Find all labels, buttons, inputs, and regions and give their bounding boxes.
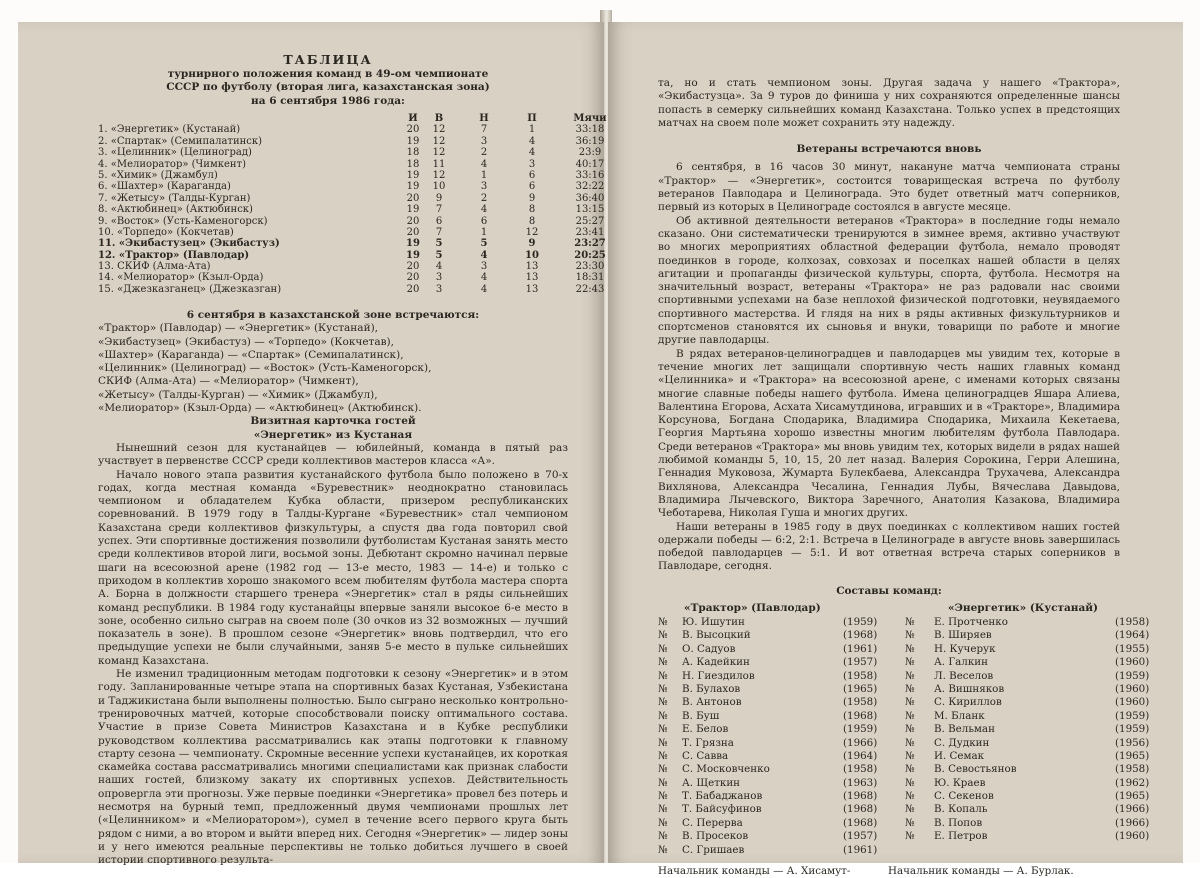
rosters-header	[658, 602, 1120, 616]
right-player-year: (1964)	[1115, 629, 1150, 642]
left-player-year: (1968)	[843, 629, 878, 642]
left-player-name: В. Просеков	[682, 830, 749, 843]
losses-cell: 8	[528, 204, 536, 216]
left-player-name: Ю. Ишутин	[682, 615, 745, 628]
veterans-text	[658, 161, 1120, 573]
right-number-mark: №	[905, 723, 915, 736]
left-player-year: (1968)	[843, 709, 878, 722]
card-paragraph: Не изменил традиционным методам подготовки к сезону «Энергетик» и в этом году. Запланированные четыре этапа на спортивных базах Кустаная, Узбекистана и Таджикистана были выполнены полностью. Было сыграно несколько контрольно-тренировочных матчей, которые способствовали поиску оптимального состава. Участие в призе Совета Министров Казахстана и в Кубке республики руководством коллектива рассматривались как этапы подготовки к главному старту сезона — чемпионату. Скромные весенние успехи кустанайцев, их короткая скамейка состава рассматривались многими специалистами как признак слабости наших гостей, близкому закату их спортивных успехов. Действительность опровергла эти прогнозы. Уже первые поединки «Энергетика» провел без потерь и несмотря на бурный темп, предложенный двумя чемпионами прошлых лет («Целинником» и «Мелиоратором»), сумел в течение всего первого круга быть рядом с ними, а во втором и выйти вперед них. Сегодня «Энергетик» — лидер зоны и у него имеются реальные перспективы не только добиться лучшего в своей истории спортивного результа-	[98, 668, 568, 867]
table-subtitle-2: СССР по футболу (вторая лига, казахстанская зона)	[166, 81, 490, 94]
games-cell: 20	[406, 261, 420, 273]
left-number-mark: №	[658, 830, 668, 843]
wins-cell: 9	[435, 192, 443, 204]
standings-row	[98, 135, 605, 147]
left-player-year: (1957)	[843, 830, 878, 843]
games-cell: 20	[406, 272, 420, 284]
left-player-name: Т. Грязна	[682, 736, 734, 749]
roster-row	[658, 736, 1150, 750]
left-number-mark: №	[658, 709, 668, 722]
team-cell: 12. «Трактор» (Павлодар)	[98, 249, 250, 261]
losses-cell: 4	[528, 135, 536, 147]
veterans-paragraph: 6 сентября, в 16 часов 30 минут, накануне матча чемпионата страны «Трактор» — «Энергетик», состоится товарищеская встреча по футболу ветеранов Павлодара и Целинограда. Это будет ответный матч соперников, первый из которых в Целинограде состоялся в августе месяце.	[658, 161, 1120, 214]
right-number-mark: №	[905, 763, 915, 776]
left-player-name: С. Перерва	[682, 816, 743, 829]
right-player-name: С. Кириллов	[934, 696, 1002, 709]
losses-cell: 12	[525, 226, 539, 238]
standings-row	[98, 192, 605, 204]
roster-row	[658, 776, 1150, 790]
match-line: «Мелиоратор» (Кзыл-Орда) — «Актюбинец» (Актюбинск).	[98, 402, 422, 415]
right-player-year: (1959)	[1115, 669, 1150, 682]
draws-cell: 5	[480, 238, 488, 250]
right-page	[608, 22, 1183, 878]
losses-cell: 9	[528, 238, 536, 250]
right-player-name: С. Дудкин	[934, 736, 990, 749]
balls-cell: 33:16	[575, 169, 605, 181]
left-player-year: (1963)	[843, 776, 878, 789]
left-player-name: Т. Бабаджанов	[682, 790, 763, 803]
team-cell: 2. «Спартак» (Семипалатинск)	[98, 135, 263, 147]
draws-cell: 3	[480, 135, 488, 147]
right-player-name: Ю. Краев	[934, 776, 986, 789]
left-player-year: (1957)	[843, 656, 878, 669]
right-player-year: (1958)	[1115, 615, 1150, 628]
team-cell: 3. «Целинник» (Целиноград)	[98, 147, 252, 159]
draws-cell: 7	[480, 124, 488, 136]
balls-cell: 40:17	[575, 158, 605, 170]
standings-row	[98, 226, 605, 238]
games-cell: 20	[406, 192, 420, 204]
team-cell: 1. «Энергетик» (Кустанай)	[98, 124, 241, 136]
left-number-mark: №	[658, 763, 668, 776]
card-title: Визитная карточка гостей	[250, 415, 416, 428]
left-player-year: (1964)	[843, 749, 878, 762]
team-cell: 11. «Экибастузец» (Экибастуз)	[98, 238, 280, 250]
roster-row	[658, 816, 1150, 830]
standings-row	[98, 169, 605, 181]
left-player-year: (1968)	[843, 790, 878, 803]
right-number-mark: №	[905, 816, 915, 829]
right-player-name: Л. Веселов	[934, 669, 994, 682]
team-chiefs	[658, 865, 1120, 878]
rosters-title: Составы команд:	[836, 584, 942, 597]
left-player-name: Н. Гиездилов	[682, 669, 755, 682]
team-cell: 13. СКИФ (Алма-Ата)	[98, 261, 211, 273]
roster-row	[658, 723, 1150, 736]
header-draws: Н	[479, 113, 489, 124]
right-number-mark: №	[905, 790, 915, 803]
team-cell: 4. «Мелиоратор» (Чимкент)	[98, 158, 246, 170]
veterans-paragraph: Наши ветераны в 1985 году в двух поединках с коллективом наших гостей одержали победы — 6:2, 2:1. Встреча в Целинограде в августе вновь завершилась победой павлодарцев — 5:1. И вот ответная встреча старых соперников в Павлодаре, сегодня.	[658, 520, 1120, 573]
team-cell: 10. «Торпедо» (Кокчетав)	[98, 226, 234, 238]
team-cell: 14. «Мелиоратор» (Кзыл-Орда)	[98, 272, 264, 284]
roster-row	[658, 615, 1150, 629]
left-player-year: (1958)	[843, 696, 878, 709]
standings-row	[98, 215, 605, 227]
standings-row	[98, 181, 605, 193]
right-player-name: Е. Протченко	[934, 615, 1008, 628]
draws-cell: 1	[480, 226, 488, 238]
games-cell: 20	[406, 283, 420, 295]
right-player-year: (1955)	[1115, 642, 1150, 655]
games-cell: 20	[406, 124, 420, 136]
header-wins: В	[434, 113, 444, 124]
roster-row	[658, 629, 1150, 642]
right-player-name: И. Семак	[934, 749, 985, 762]
draws-cell: 2	[480, 192, 488, 204]
wins-cell: 12	[432, 124, 446, 136]
card-text	[98, 442, 568, 868]
standings-table	[98, 113, 607, 295]
standings-header	[98, 113, 607, 124]
wins-cell: 3	[435, 272, 443, 284]
right-number-mark: №	[905, 642, 915, 655]
match-line: «Шахтер» (Караганда) — «Спартак» (Семипалатинск),	[98, 348, 404, 361]
balls-cell: 23:41	[575, 226, 605, 238]
team-cell: 9. «Восток» (Усть-Каменогорск)	[98, 215, 268, 227]
roster-row	[658, 682, 1150, 696]
left-player-name: А. Щеткин	[682, 776, 741, 789]
draws-cell: 2	[480, 147, 488, 159]
left-player-year: (1961)	[843, 642, 878, 655]
right-player-name: В. Севостьянов	[934, 763, 1017, 776]
wins-cell: 12	[432, 147, 446, 159]
standings-row	[98, 238, 606, 250]
team-cell: 8. «Актюбинец» (Актюбинск)	[98, 204, 253, 216]
draws-cell: 1	[480, 169, 488, 181]
right-number-mark: №	[905, 830, 915, 843]
right-player-year: (1960)	[1115, 696, 1150, 709]
wins-cell: 11	[432, 158, 446, 170]
standings-row	[98, 261, 605, 273]
veterans-paragraph: Об активной деятельности ветеранов «Трактора» в последние годы немало сказано. Они систематически тренируются в зимнее время, активно участвуют во многих мероприятиях областной федерации футбола, немало проводят поединков в городе, колхозах, совхозах и поселках нашей области в целях агитации и пропаганды физической культуры, спорта, футбола. Несмотря на значительный возраст, ветераны «Трактора» не раз радовали нас своими спортивными успехами на базе неплохой физической подготовки, неувядаемого спортивного мастерства. И глядя на них в ряды активных физкультурников и спортсменов становятся их сыновья и внуки, товарищи по работе и многие другие павлодарцы.	[658, 214, 1120, 347]
right-player-year: (1966)	[1115, 816, 1150, 829]
draws-cell: 4	[480, 272, 488, 284]
left-number-mark: №	[658, 669, 668, 682]
right-number-mark: №	[905, 736, 915, 749]
balls-cell: 25:27	[575, 215, 605, 227]
intro-text: та, но и стать чемпионом зоны. Другая задача у нашего «Трактора», «Экибастузца». За 9 туров до финиша у них сохраняются определенные шансы попасть в семерку сильнейших команд Казахстана. Только успех в предстоящих матчах на своем поле может сохранить эту надежду.	[658, 77, 1120, 129]
draws-cell: 3	[480, 261, 488, 273]
matches-title: 6 сентября в казахстанской зоне встречаются:	[186, 309, 480, 321]
games-cell: 19	[406, 135, 420, 147]
left-number-mark: №	[658, 803, 668, 816]
balls-cell: 22:43	[575, 283, 605, 295]
draws-cell: 4	[480, 283, 488, 295]
right-player-year: (1962)	[1115, 776, 1150, 789]
draws-cell: 4	[480, 204, 488, 216]
games-cell: 19	[406, 238, 420, 250]
left-player-year: (1959)	[843, 615, 878, 628]
standings-row	[98, 283, 605, 295]
header-balls: Мячи	[573, 113, 607, 124]
left-player-year: (1965)	[843, 682, 878, 695]
header-losses: П	[527, 113, 537, 124]
losses-cell: 3	[528, 158, 536, 170]
standings-row	[98, 158, 605, 170]
left-player-name: В. Буш	[682, 709, 720, 722]
match-line: «Целинник» (Целиноград) — «Восток» (Усть-Каменогорск),	[98, 362, 432, 375]
left-player-year: (1968)	[843, 803, 878, 816]
wins-cell: 10	[432, 181, 446, 193]
wins-cell: 6	[435, 215, 443, 227]
balls-cell: 20:25	[574, 249, 606, 261]
match-line: «Жетысу» (Талды-Курган) — «Химик» (Джамбул),	[98, 388, 378, 401]
wins-cell: 7	[435, 204, 443, 216]
right-player-name: В. Вельман	[934, 723, 995, 736]
right-number-mark: №	[905, 749, 915, 762]
table-subtitle-1: турнирного положения команд в 49-ом чемпионате	[167, 68, 489, 80]
left-player-name: С. Московченко	[682, 763, 770, 776]
left-page	[18, 22, 607, 867]
card-paragraph: Нынешний сезон для кустанайцев — юбилейный, команда в пятый раз участвует в первенстве СССР среди коллективов мастеров класса «А».	[98, 441, 568, 468]
left-number-mark: №	[658, 629, 668, 642]
left-player-year: (1961)	[843, 843, 878, 856]
left-player-year: (1966)	[843, 736, 878, 749]
wins-cell: 7	[435, 226, 443, 238]
left-number-mark: №	[658, 696, 668, 709]
left-number-mark: №	[658, 682, 668, 695]
right-team-name: «Энергетик» (Кустанай)	[948, 601, 1099, 614]
right-player-name: М. Бланк	[934, 709, 985, 722]
right-number-mark: №	[905, 803, 915, 816]
standings-row	[98, 249, 606, 261]
left-player-name: В. Антонов	[682, 696, 742, 709]
games-cell: 18	[406, 147, 420, 159]
draws-cell: 3	[480, 181, 488, 193]
left-player-year: (1968)	[843, 816, 878, 829]
losses-cell: 10	[525, 249, 539, 261]
right-player-name: А. Вишняков	[934, 682, 1005, 695]
rosters	[658, 601, 1150, 878]
left-number-mark: №	[658, 816, 668, 829]
right-player-year: (1956)	[1115, 736, 1150, 749]
table-subtitle-3: на 6 сентября 1986 года:	[251, 94, 405, 107]
header-games: И	[408, 113, 418, 124]
standings-row	[98, 124, 605, 136]
right-number-mark: №	[905, 629, 915, 642]
left-number-mark: №	[658, 642, 668, 655]
balls-cell: 32:22	[575, 181, 605, 193]
losses-cell: 6	[528, 169, 536, 181]
balls-cell: 18:31	[575, 272, 605, 284]
left-player-name: С. Савва	[682, 749, 729, 762]
left-number-mark: №	[658, 615, 668, 628]
right-player-year: (1958)	[1115, 763, 1150, 776]
standings-row	[98, 147, 602, 159]
veterans-title: Ветераны встречаются вновь	[796, 143, 982, 156]
games-cell: 19	[406, 169, 420, 181]
right-player-name: Е. Петров	[934, 830, 988, 843]
standings-body	[98, 124, 606, 295]
roster-row	[658, 709, 1150, 723]
losses-cell: 4	[528, 147, 536, 159]
games-cell: 19	[406, 249, 420, 261]
wins-cell: 5	[435, 249, 443, 261]
standings-row	[98, 272, 605, 284]
left-number-mark: №	[658, 736, 668, 749]
right-team-chief: Начальник команды — А. Бурлак.	[888, 865, 1074, 878]
right-player-name: А. Галкин	[934, 656, 989, 669]
games-cell: 20	[406, 215, 420, 227]
right-number-mark: №	[905, 696, 915, 709]
left-number-mark: №	[658, 723, 668, 736]
wins-cell: 3	[435, 283, 443, 295]
draws-cell: 4	[480, 158, 488, 170]
right-player-year: (1965)	[1115, 790, 1150, 803]
right-number-mark: №	[905, 615, 915, 628]
team-cell: 15. «Джезказганец» (Джезказган)	[98, 283, 282, 295]
right-player-name: В. Ширяев	[934, 629, 992, 642]
roster-row	[658, 749, 1150, 763]
roster-row	[658, 642, 1150, 656]
left-player-name: Е. Белов	[682, 723, 729, 736]
balls-cell: 36:19	[575, 135, 605, 147]
left-number-mark: №	[658, 843, 668, 856]
right-player-year: (1960)	[1115, 656, 1150, 669]
right-player-year: (1966)	[1115, 803, 1150, 816]
balls-cell: 23:9	[578, 147, 602, 159]
games-cell: 19	[406, 181, 420, 193]
balls-cell: 13:15	[575, 204, 605, 216]
right-player-year: (1959)	[1115, 723, 1150, 736]
right-player-year: (1965)	[1115, 749, 1150, 762]
right-number-mark: №	[905, 656, 915, 669]
left-player-name: Т. Байсуфинов	[682, 803, 762, 816]
left-player-year: (1958)	[843, 763, 878, 776]
draws-cell: 6	[480, 215, 488, 227]
right-number-mark: №	[905, 682, 915, 695]
left-player-name: В. Булахов	[682, 682, 741, 695]
balls-cell: 23:30	[575, 261, 605, 273]
table-title: ТАБЛИЦА	[283, 52, 373, 67]
right-number-mark: №	[905, 709, 915, 722]
wins-cell: 5	[435, 238, 443, 250]
wins-cell: 4	[435, 261, 443, 273]
standings-row	[98, 204, 605, 216]
left-player-year: (1958)	[843, 669, 878, 682]
team-cell: 6. «Шахтер» (Караганда)	[98, 181, 231, 193]
match-line: «Трактор» (Павлодар) — «Энергетик» (Кустанай),	[98, 322, 378, 335]
draws-cell: 4	[480, 249, 488, 261]
losses-cell: 13	[525, 272, 539, 284]
matches-list	[98, 322, 568, 415]
left-number-mark: №	[658, 776, 668, 789]
roster-body	[658, 615, 1150, 857]
right-number-mark: №	[905, 669, 915, 682]
roster-row	[658, 844, 1120, 857]
right-player-name: В. Попов	[934, 816, 983, 829]
left-team-chief: Начальник команды — А. Хисамут-	[658, 865, 851, 878]
roster-row	[658, 790, 1150, 803]
games-cell: 18	[406, 158, 420, 170]
right-player-year: (1959)	[1115, 709, 1150, 722]
left-player-name: А. Кадейкин	[682, 656, 750, 669]
right-number-mark: №	[905, 776, 915, 789]
right-player-name: В. Копаль	[934, 803, 988, 816]
losses-cell: 13	[525, 283, 539, 295]
team-cell: 7. «Жетысу» (Талды-Курган)	[98, 192, 251, 204]
losses-cell: 6	[528, 181, 536, 193]
right-player-name: Н. Кучерук	[934, 642, 996, 655]
match-line: «Экибастузец» (Экибастуз) — «Торпедо» (Кокчетав),	[98, 335, 394, 348]
card-subtitle: «Энергетик» из Кустаная	[253, 428, 413, 441]
games-cell: 19	[406, 204, 420, 216]
roster-row	[658, 803, 1150, 816]
roster-row	[658, 656, 1150, 669]
left-player-name: С. Гришаев	[682, 843, 745, 856]
roster-row	[658, 669, 1150, 683]
balls-cell: 36:40	[575, 192, 605, 204]
left-number-mark: №	[658, 656, 668, 669]
losses-cell: 13	[525, 261, 539, 273]
left-number-mark: №	[658, 790, 668, 803]
match-line: СКИФ (Алма-Ата) — «Мелиоратор» (Чимкент),	[98, 375, 359, 388]
roster-row	[658, 696, 1150, 709]
losses-cell: 1	[528, 124, 536, 136]
roster-row	[658, 763, 1150, 776]
games-cell: 20	[406, 226, 420, 238]
balls-cell: 23:27	[574, 238, 606, 250]
roster-row	[658, 830, 1150, 843]
left-team-name: «Трактор» (Павлодар)	[684, 601, 821, 614]
left-player-year: (1959)	[843, 723, 878, 736]
veterans-paragraph: В рядах ветеранов-целиноградцев и павлодарцев мы увидим тех, которые в течение многих лет защищали спортивную честь наших главных команд «Целинника» и «Трактора» на всесоюзной арене, с именами которых связаны многие славные победы нашего футбола. Имена целиноградцев Яшара Алиева, Валентина Егорова, Асхата Хисамутдинова, игравших и в «Тракторе», Владимира Корсунова, Богдана Сподарика, Владимира Сподарика, Михаила Кекетаева, Георгия Мартьяна хорошо известны многим любителям футбола Павлодара. Среди ветеранов «Трактора» мы вновь увидим тех, которых видели в рядах нашей любимой команды 5, 10, 15, 20 лет назад. Валерия Сорокина, Герри Алешина, Геннадия Муковоза, Жумарта Булекбаева, Александра Трухачева, Александра Вихлянова, Александра Чесалина, Геннадия Лубы, Вячеслава Давыдова, Владимира Лычевского, Виктора Заречного, Анатолия Казакова, Владимира Чеботарева, Николая Гуша и многих других.	[658, 347, 1120, 520]
left-player-name: О. Садуов	[682, 642, 736, 655]
losses-cell: 9	[528, 192, 536, 204]
left-number-mark: №	[658, 749, 668, 762]
team-cell: 5. «Химик» (Джамбул)	[98, 169, 218, 181]
left-player-name: В. Высоцкий	[682, 629, 751, 642]
card-paragraph: Начало нового этапа развития кустанайского футбола было положено в 70-х годах, когда местная команда «Буревестник» неоднократно становилась чемпионом и обладателем Кубка области, призером республиканских соревнований. В 1979 году в Талды-Кургане «Буревестник» стал чемпионом Казахстана среди коллективов физкультуры, а спустя два года повторил свой успех. Эти спортивные достижения позволили футболистам Кустаная занять место среди коллективов второй лиги, восьмой зоны. Дебютант скромно начинал первые шаги на всесоюзной арене (1982 год — 13-е место, 1983 — 14-е) и только с приходом в коллектив хорошо знакомого всем любителям футбола мастера спорта А. Борна в должности старшего тренера «Энергетик» стал в ряды сильнейших команд республики. В 1984 году кустанайцы впервые заняли высокое 6-е место в зоне, особенно сильно сыграв на своем поле (30 очков из 32 возможных — лучший показатель в зоне). В прошлом сезоне «Энергетик» вновь подтвердил, что его предыдущие успехи не были случайными, заняв 5-е место в пульке сильнейших команд Казахстана.	[98, 468, 568, 667]
wins-cell: 12	[432, 135, 446, 147]
right-player-year: (1960)	[1115, 830, 1150, 843]
losses-cell: 8	[528, 215, 536, 227]
right-player-name: С. Секенов	[934, 790, 994, 803]
wins-cell: 12	[432, 169, 446, 181]
right-player-year: (1960)	[1115, 682, 1150, 695]
balls-cell: 33:18	[575, 124, 605, 136]
